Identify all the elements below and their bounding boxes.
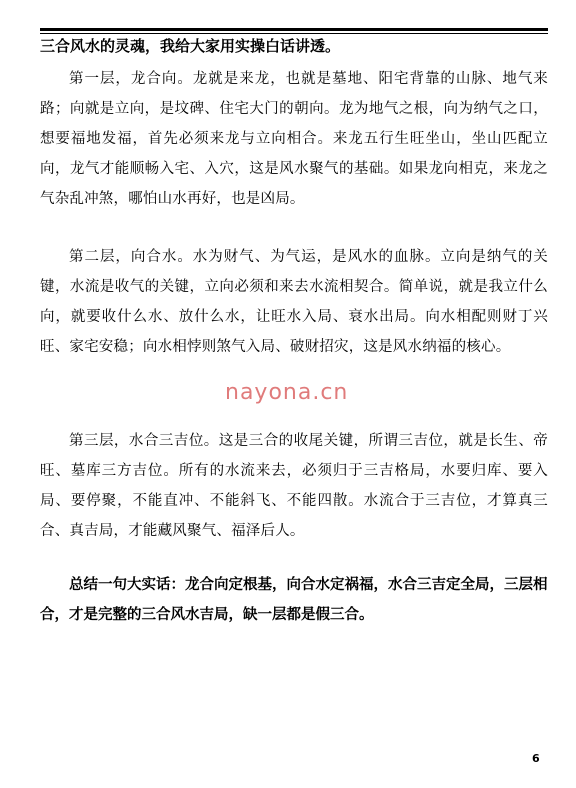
paragraph-layer-one: 第一层，龙合向。龙就是来龙，也就是墓地、阳宅背靠的山脉、地气来路；向就是立向，是坟碑、住宅大门的朝向。龙为地气之根，向为纳气之口，想要福地发福，首先必须来龙与立向相合。来龙五行生旺坐山，坐山匹配立向，龙气才能顺畅入宅、入穴，这是风水聚气的基础。如果龙向相克，来龙之气杂乱冲煞，哪怕山水再好，也是凶局。 bbox=[40, 71, 548, 207]
section-heading: 三合风水的灵魂，我给大家用实操白话讲透。 bbox=[40, 37, 341, 55]
header-rule-thick bbox=[40, 28, 548, 31]
paragraph-layer-three: 第三层，水合三吉位。这是三合的收尾关键，所谓三吉位，就是长生、帝旺、墓库三方吉位。所有的水流来去，必须归于三吉格局，水要归库、要入局、要停聚，不能直冲、不能斜飞、不能四散。水流合于三吉位，才算真三合、真吉局，才能藏风聚气、福泽后人。 bbox=[40, 433, 548, 539]
header-rule-thin bbox=[40, 33, 548, 34]
page-number: 6 bbox=[532, 752, 540, 765]
paragraph-layer-two: 第二层，向合水。水为财气、为气运，是风水的血脉。立向是纳气的关键，水流是收气的关键，立向必须和来去水流相契合。简单说，就是我立什么向，就要收什么水、放什么水，让旺水入局、衰水出局。向水相配则财丁兴旺、家宅安稳；向水相悖则煞气入局、破财招灾，这是风水纳福的核心。 bbox=[40, 249, 548, 355]
summary-paragraph: 总结一句大实话：龙合向定根基，向合水定祸福，水合三吉定全局，三层相合，才是完整的三合风水吉局，缺一层都是假三合。 bbox=[40, 577, 548, 623]
watermark: nayona.cn bbox=[225, 380, 349, 405]
